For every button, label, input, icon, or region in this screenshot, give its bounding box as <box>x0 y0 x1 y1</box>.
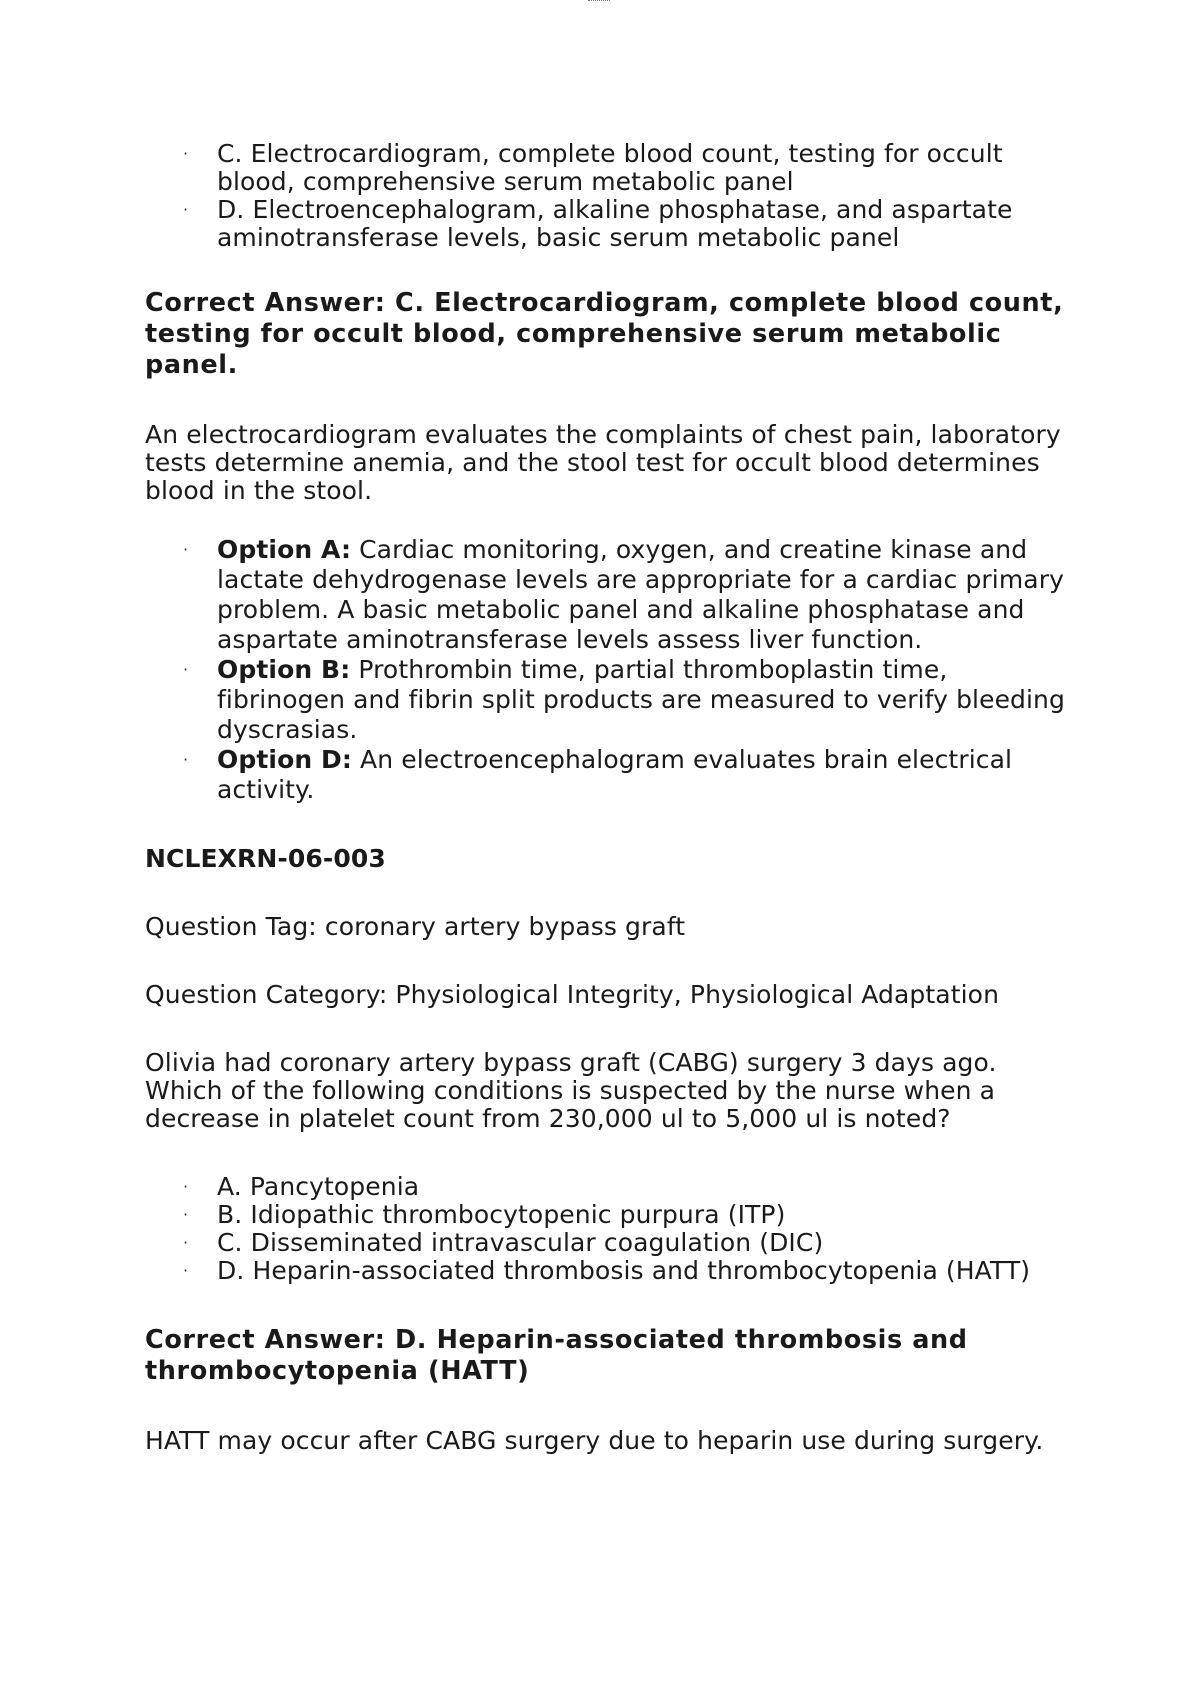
list-item <box>183 1256 1065 1285</box>
list-item <box>183 1172 1065 1201</box>
question-category: Question Category: Physiological Integrity, Physiological Adaptation <box>145 980 1000 1009</box>
option-text: C. Electrocardiogram, complete blood count, testing for occult blood, comprehensive serum metabolic panel <box>217 139 1003 196</box>
page-top-mark <box>588 0 610 3</box>
question-id: NCLEXRN-06-003 <box>145 844 386 873</box>
bullet-icon: · <box>183 144 189 163</box>
list-item <box>183 535 1065 655</box>
bullet-icon: · <box>183 1261 189 1280</box>
question-options-list <box>145 1173 1065 1285</box>
option-text: C. Disseminated intravascular coagulation (DIC) <box>217 1228 824 1257</box>
prev-correct-answer: Correct Answer: C. Electrocardiogram, complete blood count, testing for occult blood, comprehensive serum metabolic panel. <box>145 288 1064 380</box>
prev-explanation: An electrocardiogram evaluates the complaints of chest pain, laboratory tests determine anemia, and the stool test for occult blood determines blood in the stool. <box>145 420 1061 505</box>
option-label: Option D: <box>217 745 352 774</box>
option-text: D. Electroencephalogram, alkaline phosphatase, and aspartate aminotransferase levels, basic serum metabolic panel <box>217 195 1013 252</box>
option-explanation-text: An electroencephalogram evaluates brain electrical activity. <box>217 745 1013 804</box>
prev-options-list <box>145 140 1065 252</box>
answer-explanation: HATT may occur after CABG surgery due to heparin use during surgery. <box>145 1426 1044 1455</box>
option-explanation-text: Cardiac monitoring, oxygen, and creatine kinase and lactate dehydrogenase levels are appropriate for a cardiac primary problem. A basic metabolic panel and alkaline phosphatase and aspartate aminotransferase levels assess liver function. <box>217 535 1064 654</box>
option-text: A. Pancytopenia <box>217 1172 420 1201</box>
bullet-icon: · <box>183 540 189 559</box>
page-content <box>145 140 1065 1455</box>
list-item <box>183 1200 1065 1229</box>
bullet-icon: · <box>183 1205 189 1224</box>
bullet-icon: · <box>183 200 189 219</box>
list-item <box>183 139 1065 196</box>
question-stem: Olivia had coronary artery bypass graft (CABG) surgery 3 days ago. Which of the following conditions is suspected by the nurse when a decrease in platelet count from 230,000 ul to 5,000 ul is noted? <box>145 1048 997 1133</box>
list-item <box>183 745 1065 805</box>
option-explanations-list <box>145 535 1065 805</box>
option-label: Option B: <box>217 655 351 684</box>
bullet-icon: · <box>183 1177 189 1196</box>
option-text: B. Idiopathic thrombocytopenic purpura (ITP) <box>217 1200 786 1229</box>
bullet-icon: · <box>183 660 189 679</box>
option-explanation-text: Prothrombin time, partial thromboplastin time, fibrinogen and fibrin split products are measured to verify bleeding dyscrasias. <box>217 655 1065 744</box>
correct-answer: Correct Answer: D. Heparin-associated thrombosis and thrombocytopenia (HATT) <box>145 1325 968 1386</box>
bullet-icon: · <box>183 750 189 769</box>
option-text: D. Heparin-associated thrombosis and thrombocytopenia (HATT) <box>217 1256 1031 1285</box>
list-item <box>183 655 1065 745</box>
bullet-icon: · <box>183 1233 189 1252</box>
question-tag: Question Tag: coronary artery bypass graft <box>145 912 686 941</box>
list-item <box>183 195 1065 252</box>
option-label: Option A: <box>217 535 352 564</box>
list-item <box>183 1228 1065 1257</box>
